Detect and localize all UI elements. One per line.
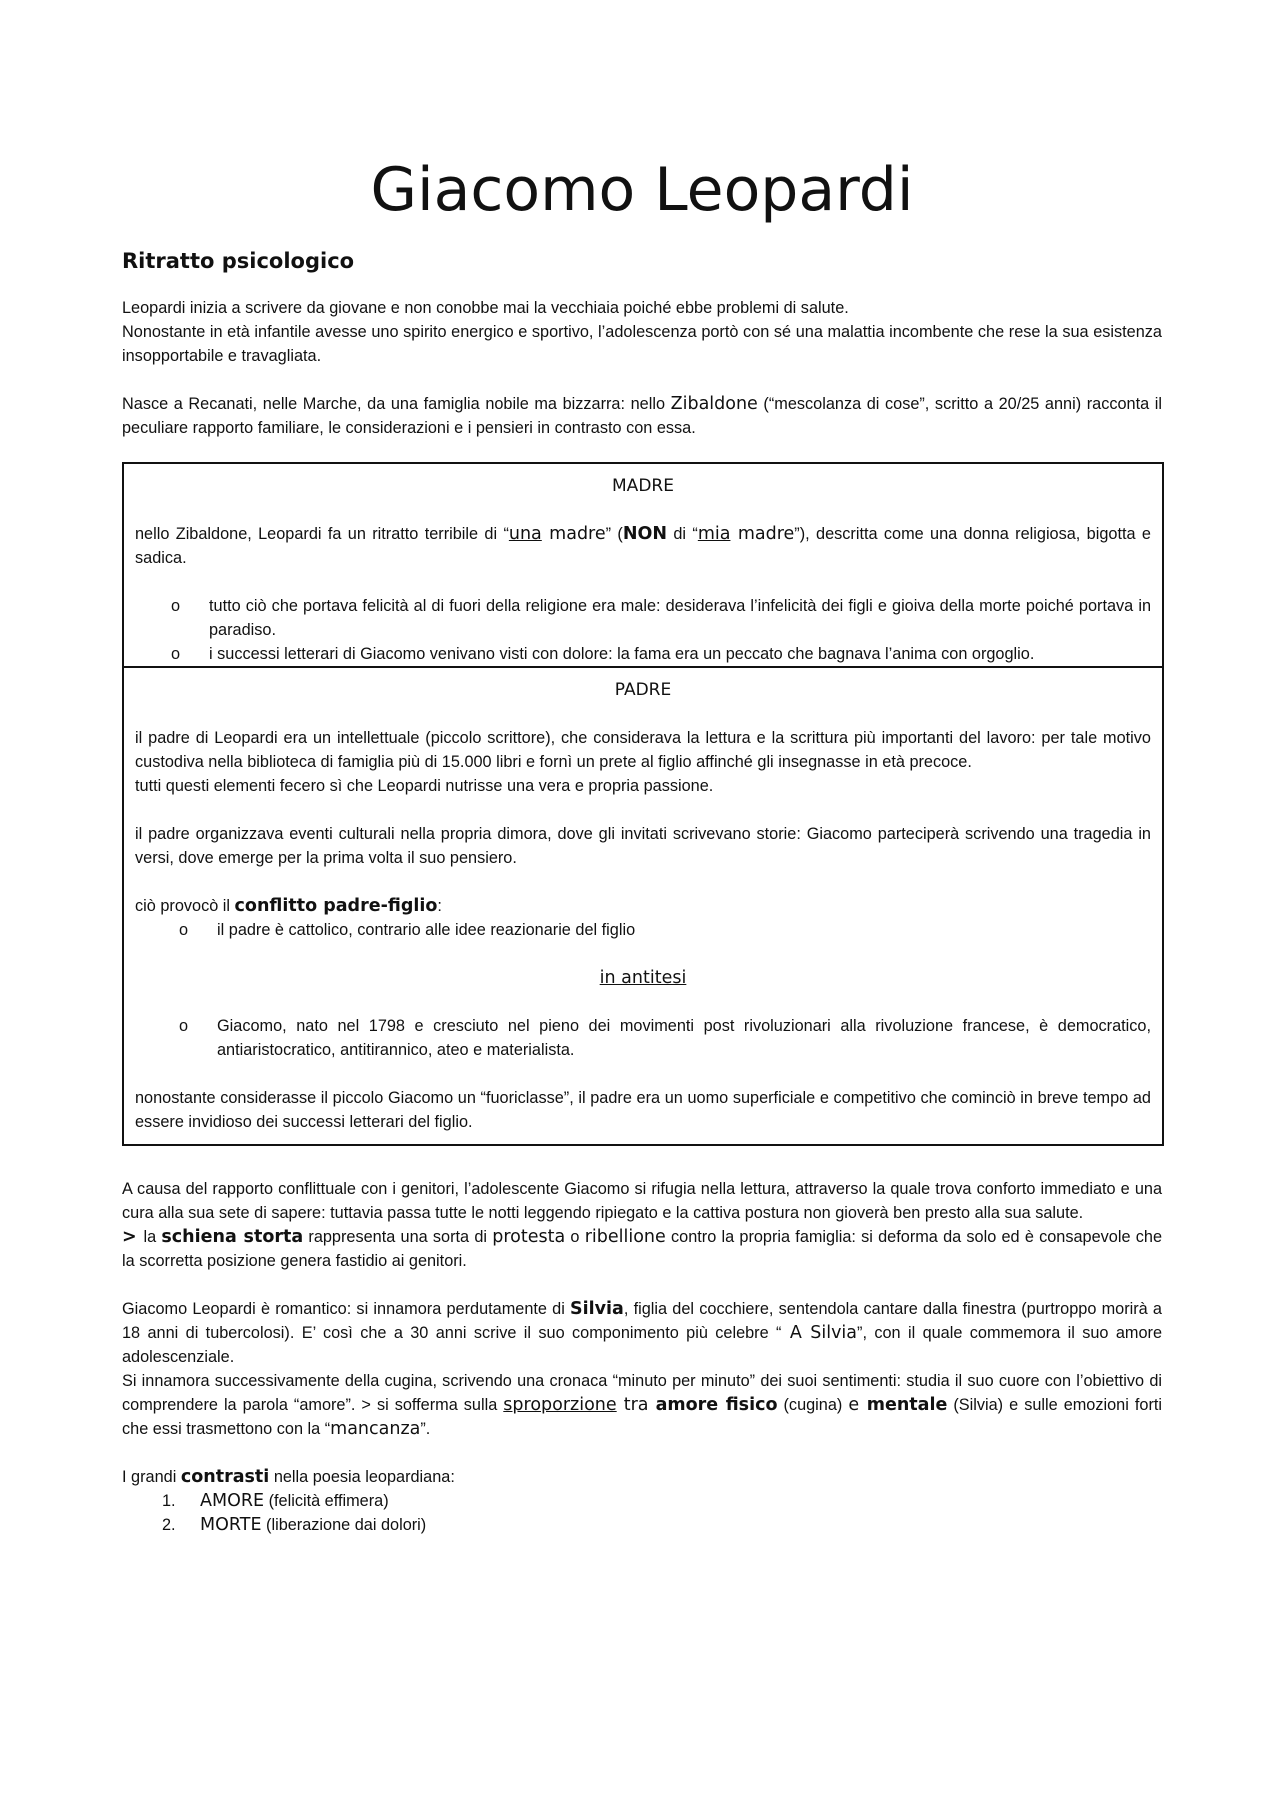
mancanza-term: mancanza — [330, 1419, 421, 1439]
padre-heading: PADRE — [614, 680, 672, 700]
padre-bullet-2-text: Giacomo, nato nel 1798 e cresciuto nel pieno dei movimenti post rivoluzionari alla rivoluzione francese, è democratico, antiaristocratico, antitirannico, ateo e materialista. — [217, 1017, 1151, 1059]
intro-p2-text-end: (“mescolanza di cose”, scritto a 20/25 anni) racconta il peculiare rapporto familiare, le considerazioni e i pensieri in contrasto con essa. — [122, 395, 1162, 437]
after-p3-text: Giacomo Leopardi è romantico: si innamora perdutamente di — [122, 1300, 571, 1318]
after-p3-text-2: , figlia del cocchiere, sentendola cantare dalla finestra (purtroppo morirà a 18 anni di tubercolosi). E’ così che a 30 anni scrive il suo componimento più celebre “ — [122, 1300, 1162, 1342]
madre-heading: MADRE — [612, 476, 674, 496]
madre-bullet-2-text: i successi letterari di Giacomo venivano visti con dolore: la fama era un peccato che bagnava l’anima con orgoglio. — [209, 645, 1035, 663]
madre-bullet-1-text: tutto ciò che portava felicità al di fuori della religione era male: desiderava l’infelicità dei figli e gioiva della morte poiché portava in paradiso. — [209, 597, 1151, 639]
padre-bullet-2 — [135, 1014, 1151, 1062]
sproporzione-term: sproporzione — [503, 1395, 617, 1415]
non-term: NON — [622, 524, 668, 544]
amore-term: AMORE — [200, 1491, 265, 1511]
mia-term: mia — [697, 524, 731, 544]
bullet-marker: o — [171, 645, 181, 663]
madre-cell — [124, 464, 1162, 666]
amore-fisico-term: amore fisico — [655, 1395, 778, 1415]
madre-text-2: ” ( — [605, 525, 623, 543]
list-desc: (liberazione dai dolori) — [261, 1516, 427, 1534]
after-p4-text-2: (cugina) — [777, 1396, 849, 1414]
e-term: e — [848, 1395, 860, 1415]
padre-paragraph-4: nonostante considerasse il piccolo Giacomo un “fuoriclasse”, il padre era un uomo superficiale e competitivo che cominciò in breve tempo ad essere invidioso dei successi letterari del figlio. — [135, 1089, 1151, 1131]
madre-paragraph — [135, 522, 1151, 570]
madre-term-1: madre — [541, 524, 606, 544]
padre-paragraph-1 — [135, 726, 1151, 798]
padre-paragraph-2: il padre organizzava eventi culturali nella propria dimora, dove gli invitati scrivevano storie: Giacomo parteciperà scrivendo una tragedia in versi, dove emerge per la prima volta il suo pensiero. — [135, 825, 1151, 867]
after-paragraph-3 — [122, 1297, 1162, 1369]
after-p2-text-2: rappresenta una sorta di — [303, 1228, 493, 1246]
madre-text-4: ”), descritta come una donna religiosa, bigotta e sadica. — [135, 525, 1151, 567]
list-desc: (felicità effimera) — [264, 1492, 389, 1510]
after-p5-text: I grandi — [122, 1468, 181, 1486]
morte-term: MORTE — [200, 1515, 262, 1535]
after-p4-text-3: (Silvia) e sulle emozioni forti che essi trasmettono con la “ — [122, 1396, 1163, 1438]
madre-term-2: madre — [730, 524, 795, 544]
page-title: Giacomo Leopardi — [370, 155, 914, 225]
padre-bullet-1 — [135, 918, 1151, 942]
after-p4-text: Si innamora successivamente della cugina, scrivendo una cronaca “minuto per minuto” dei suoi sentimenti: studia il suo cuore con l’obiettivo di comprendere la parola “amore”. > si sofferma sulla — [122, 1372, 1162, 1414]
section-heading: Ritratto psicologico — [122, 249, 355, 273]
intro-line-1: Leopardi inizia a scrivere da giovane e non conobbe mai la vecchiaia poiché ebbe problemi di salute. — [122, 299, 849, 317]
padre-p1-text: il padre di Leopardi era un intellettuale (piccolo scrittore), che considerava la lettura e la scrittura più importanti del lavoro: per tale motivo custodiva nella biblioteca di famiglia più di 15.000 libri e fornì un prete al figlio affinché gli insegnasse in età precoce. — [135, 729, 1151, 771]
after-p2-text-4: contro la propria famiglia: si deforma da solo ed è consapevole che la scorretta posizione genera fastidio ai genitori. — [122, 1228, 1163, 1270]
madre-text: nello Zibaldone, Leopardi fa un ritratto terribile di “ — [135, 525, 509, 543]
after-p4-text-4: ”. — [420, 1420, 431, 1438]
silvia-term: Silvia — [570, 1299, 624, 1319]
after-paragraph-4 — [122, 1369, 1162, 1441]
zibaldone-term: Zibaldone — [670, 394, 758, 414]
list-number: 2. — [162, 1516, 176, 1534]
intro-paragraph-1 — [122, 296, 1162, 368]
after-p2-text-3: o — [565, 1228, 585, 1246]
conflitto-term: conflitto padre-figlio — [234, 896, 438, 916]
list-item — [122, 1513, 1162, 1537]
tra-term: tra — [616, 1395, 656, 1415]
intro-line-2: Nonostante in età infantile avesse uno spirito energico e sportivo, l’adolescenza portò con sé una malattia incombente che rese la sua esistenza insopportabile e travagliata. — [122, 323, 1162, 365]
after-paragraph-1: A causa del rapporto conflittuale con i genitori, l’adolescente Giacomo si rifugia nella lettura, attraverso la quale trova conforto immediato e una cura alla sua sete di sapere: tuttavia passa tutte le notti leggendo ripiegato e la cattiva postura non gioverà ben presto alla sua salute. — [122, 1180, 1162, 1222]
mentale-term: mentale — [859, 1395, 948, 1415]
after-section — [122, 1177, 1162, 1537]
intro-section — [122, 296, 1162, 440]
padre-p3-text: ciò provocò il — [135, 897, 235, 915]
bullet-marker: o — [171, 597, 181, 615]
arrow-marker: > — [122, 1227, 144, 1247]
after-p2-text: la — [143, 1228, 162, 1246]
bullet-marker: o — [179, 921, 189, 939]
intro-p2-text: Nasce a Recanati, nelle Marche, da una famiglia nobile ma bizzarra: nello — [122, 395, 671, 413]
padre-bullet-1-text: il padre è cattolico, contrario alle idee reazionarie del figlio — [217, 921, 636, 939]
padre-cell — [124, 666, 1162, 1144]
madre-text-3: di “ — [667, 525, 698, 543]
intro-paragraph-2 — [122, 392, 1162, 440]
antitesi-label: in antitesi — [599, 968, 687, 988]
list-number: 1. — [162, 1492, 176, 1510]
list-item — [122, 1489, 1162, 1513]
after-p5-text-2: nella poesia leopardiana: — [269, 1468, 455, 1486]
madre-bullet-1 — [135, 594, 1151, 642]
a-silvia-term: A Silvia — [781, 1323, 858, 1343]
protesta-term: protesta — [492, 1227, 566, 1247]
family-table — [122, 462, 1164, 1146]
after-p3-text-3: ”, con il quale commemora il suo amore adolescenziale. — [122, 1324, 1162, 1366]
padre-paragraph-3 — [135, 894, 1151, 918]
madre-bullet-2 — [135, 642, 1151, 666]
after-paragraph-5 — [122, 1465, 1162, 1489]
contrasti-term: contrasti — [180, 1467, 270, 1487]
padre-p1-line2: tutti questi elementi fecero sì che Leopardi nutrisse una vera e propria passione. — [135, 777, 714, 795]
schiena-term: schiena storta — [161, 1227, 304, 1247]
una-term: una — [508, 524, 542, 544]
bullet-marker: o — [179, 1017, 189, 1035]
padre-p3-colon: : — [437, 897, 442, 915]
after-paragraph-2 — [122, 1225, 1162, 1273]
ribellione-term: ribellione — [584, 1227, 666, 1247]
